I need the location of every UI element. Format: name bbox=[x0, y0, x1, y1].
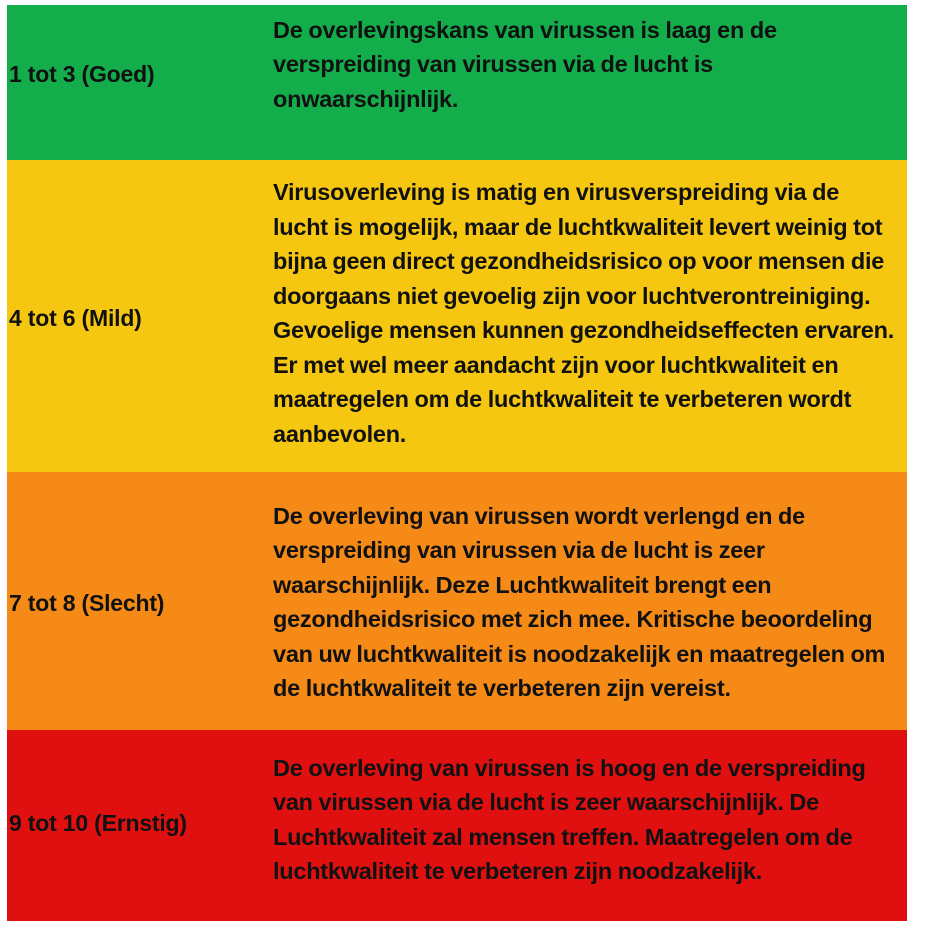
table-row bbox=[7, 730, 907, 921]
table-row bbox=[7, 472, 907, 730]
table-row bbox=[7, 5, 907, 160]
level-description-text: De overleving van virussen is hoog en de verspreiding van virussen via de lucht is zeer waarschijnlijk. De Luchtkwaliteit zal mensen treffen. Maatregelen om de luchtkwaliteit te verbeteren zijn noodzakelijk. bbox=[273, 754, 866, 884]
table-row bbox=[7, 160, 907, 472]
level-range-label: 4 tot 6 (Mild) bbox=[9, 304, 142, 331]
level-range-label: 1 tot 3 (Goed) bbox=[9, 61, 155, 88]
level-range-label: 7 tot 8 (Slecht) bbox=[9, 589, 165, 616]
level-range-label: 9 tot 10 (Ernstig) bbox=[9, 810, 187, 837]
level-description-text: Virusoverleving is matig en virusverspreiding via de lucht is mogelijk, maar de luchtkwaliteit levert weinig tot bijna geen direct gezondheidsrisico op voor mensen die doorgaans niet gevoelig zijn voor luchtverontreiniging. Gevoelige mensen kunnen gezondheidseffecten ervaren. Er met wel meer aandacht zijn voor luchtkwaliteit en maatregelen om de luchtkwaliteit te verbeteren wordt aanbevolen. bbox=[273, 179, 894, 447]
air-quality-index-table bbox=[7, 5, 907, 921]
level-description-text: De overlevingskans van virussen is laag en de verspreiding van virussen via de lucht is onwaarschijnlijk. bbox=[273, 16, 777, 112]
level-description-text: De overleving van virussen wordt verlengd en de verspreiding van virussen via de lucht is zeer waarschijnlijk. Deze Luchtkwaliteit brengt een gezondheidsrisico met zich mee. Kritische beoordeling van uw luchtkwaliteit is noodzakelijk en maatregelen om de luchtkwaliteit te verbeteren zijn vereist. bbox=[273, 502, 886, 701]
